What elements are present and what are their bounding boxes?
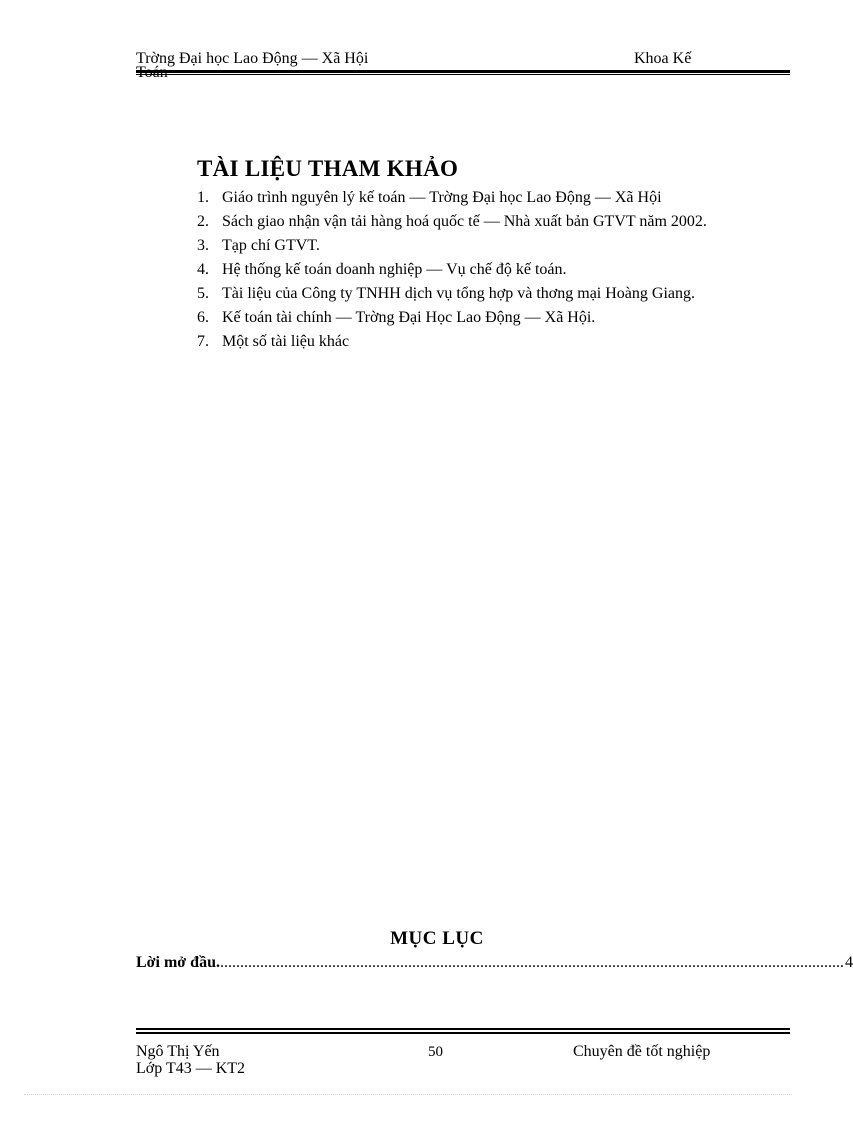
reference-item: [197, 210, 741, 234]
header-rule-bottom: [136, 74, 790, 75]
toc-entry: [136, 954, 853, 972]
reference-item: [197, 186, 741, 210]
reference-text: Sách giao nhận vận tải hàng hoá quốc tế — Nhà xuất bản GTVT năm 2002.: [222, 213, 707, 230]
reference-text: Kế toán tài chính — Trờng Đại Học Lao Động — Xã Hội.: [222, 309, 596, 326]
references-title: TÀI LIỆU THAM KHẢO: [197, 156, 459, 181]
header-faculty: Khoa Kế: [634, 50, 692, 67]
toc-title: MỤC LỤC: [390, 928, 484, 949]
reference-number: 6.: [197, 309, 209, 326]
footer-rule-top: [136, 1028, 790, 1030]
reference-number: 1.: [197, 189, 209, 206]
footer-thesis-label: Chuyên đề tốt nghiệp: [573, 1043, 711, 1060]
toc-entry-page: 4: [844, 954, 853, 971]
reference-number: 7.: [197, 333, 209, 350]
header-university: Trờng Đại học Lao Động — Xã Hội: [136, 50, 369, 67]
reference-number: 2.: [197, 213, 209, 230]
reference-text: Tài liệu của Công ty TNHH dịch vụ tổng hợp và thơng mại Hoàng Giang.: [222, 285, 695, 302]
reference-text: Một số tài liệu khác: [222, 333, 350, 350]
reference-number: 4.: [197, 261, 209, 278]
reference-item: [197, 234, 741, 258]
reference-item: [197, 306, 741, 330]
references-list: [197, 186, 741, 354]
reference-item: [197, 330, 741, 354]
reference-number: 5.: [197, 285, 209, 302]
page-edge-divider: [24, 1094, 792, 1095]
reference-text: Giáo trình nguyên lý kế toán — Trờng Đại học Lao Động — Xã Hội: [222, 189, 662, 206]
toc-entry-label: Lời mở đầu.: [136, 954, 220, 971]
reference-item: [197, 258, 741, 282]
page-footer: [136, 1026, 790, 1086]
page-header: [136, 50, 790, 86]
reference-number: 3.: [197, 237, 209, 254]
footer-page-number: 50: [428, 1044, 443, 1060]
reference-text: Hệ thống kế toán doanh nghiệp — Vụ chế độ kế toán.: [222, 261, 567, 278]
header-faculty-continued: [136, 66, 168, 80]
footer-class: Lớp T43 — KT2: [136, 1060, 246, 1077]
toc-leader-dots: ............................................................................................................................................................: [219, 954, 844, 971]
footer-author: Ngô Thị Yến: [136, 1043, 220, 1060]
header-rule-top: [136, 70, 790, 73]
footer-rule-bottom: [136, 1032, 790, 1034]
reference-item: [197, 282, 741, 306]
reference-text: Tạp chí GTVT.: [222, 237, 320, 254]
